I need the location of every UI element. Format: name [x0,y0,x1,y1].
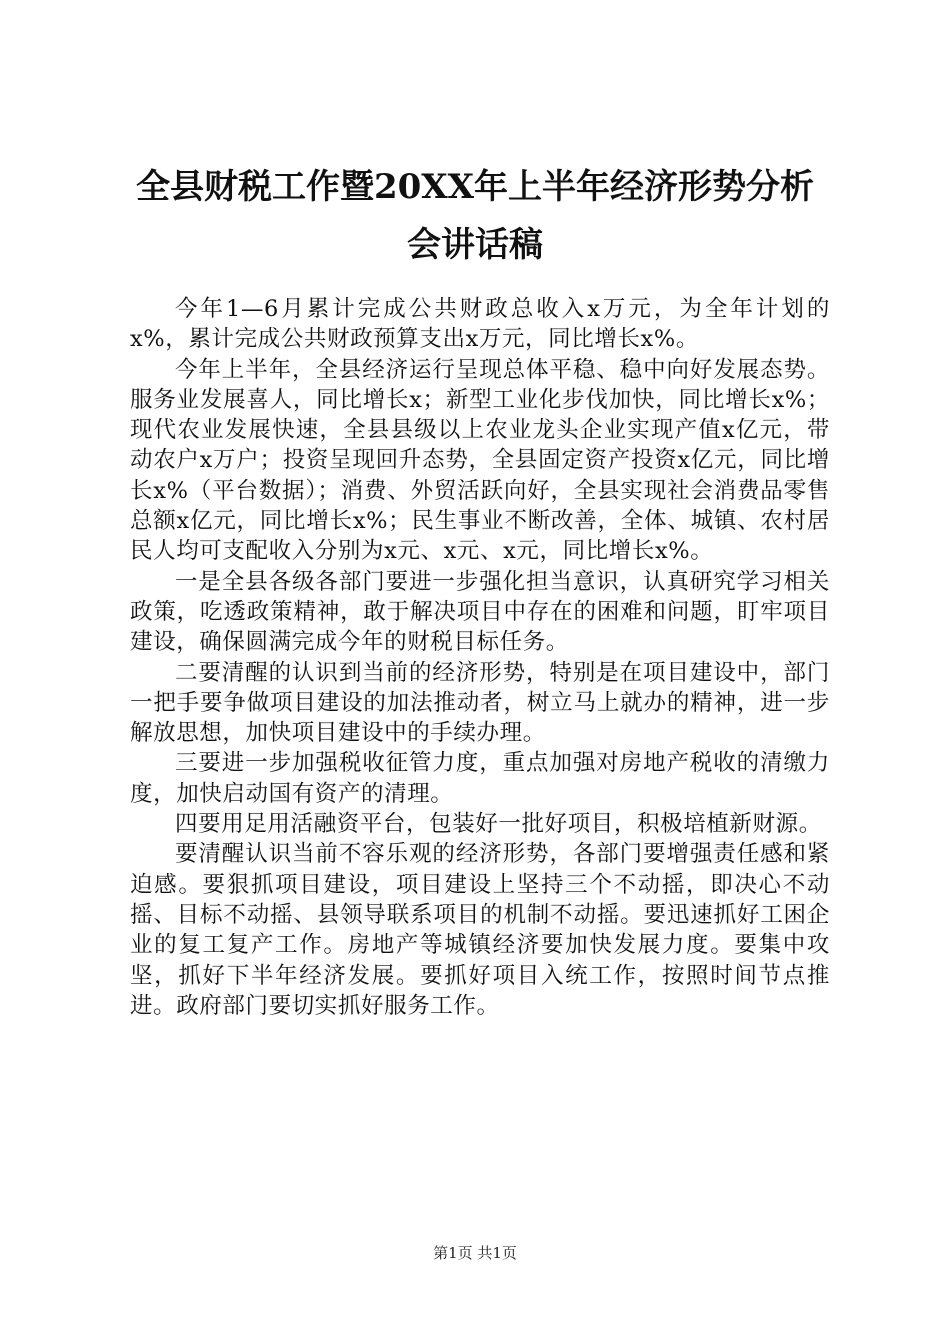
title-line-2: 会讲话稿 [407,225,543,265]
paragraph-4: 二要清醒的认识到当前的经济形势，特别是在项目建设中，部门一把手要争做项目建设的加法推动者，树立马上就办的精神，进一步解放思想，加快项目建设中的手续办理。 [130,659,830,747]
paragraph-3: 一是全县各级各部门要进一步强化担当意识，认真研究学习相关政策，吃透政策精神，敢于解决项目中存在的困难和问题，盯牢项目建设，确保圆满完成今年的财税目标任务。 [130,568,830,656]
paragraph-5: 三要进一步加强税收征管力度，重点加强对房地产税收的清缴力度，加快启动国有资产的清理。 [130,750,830,807]
document-body [130,294,830,1021]
paragraph-7: 要清醒认识当前不容乐观的经济形势，各部门要增强责任感和紧迫感。要狠抓项目建设，项目建设上坚持三个不动摇，即决心不动摇、目标不动摇、县领导联系项目的机制不动摇。要迅速抓好工困企业的复工复产工作。房地产等城镇经济要加快发展力度。要集中攻坚，抓好下半年经济发展。要抓好项目入统工作，按照时间节点推进。政府部门要切实抓好服务工作。 [130,841,830,1019]
paragraph-2: 今年上半年，全县经济运行呈现总体平稳、稳中向好发展态势。服务业发展喜人，同比增长x；新型工业化步伐加快，同比增长x%；现代农业发展快速，全县县级以上农业龙头企业实现产值x亿元，带动农户x万户；投资呈现回升态势，全县固定资产投资x亿元，同比增长x%（平台数据）；消费、外贸活跃向好，全县实现社会消费品零售总额x亿元，同比增长x%；民生事业不断改善，全体、城镇、农村居民人均可支配收入分别为x元、x元、x元，同比增长x%。 [130,356,830,565]
paragraph-6: 四要用足用活融资平台，包装好一批好项目，积极培植新财源。 [175,811,822,838]
title-line-1: 全县财税工作暨20XX年上半年经济形势分析 [135,167,815,207]
paragraph-1: 今年1—6月累计完成公共财政总收入x万元，为全年计划的x%，累计完成公共财政预算支出x万元，同比增长x%。 [130,296,830,353]
page-footer: 第1页 共1页 [433,1244,517,1262]
document-title [90,158,860,274]
